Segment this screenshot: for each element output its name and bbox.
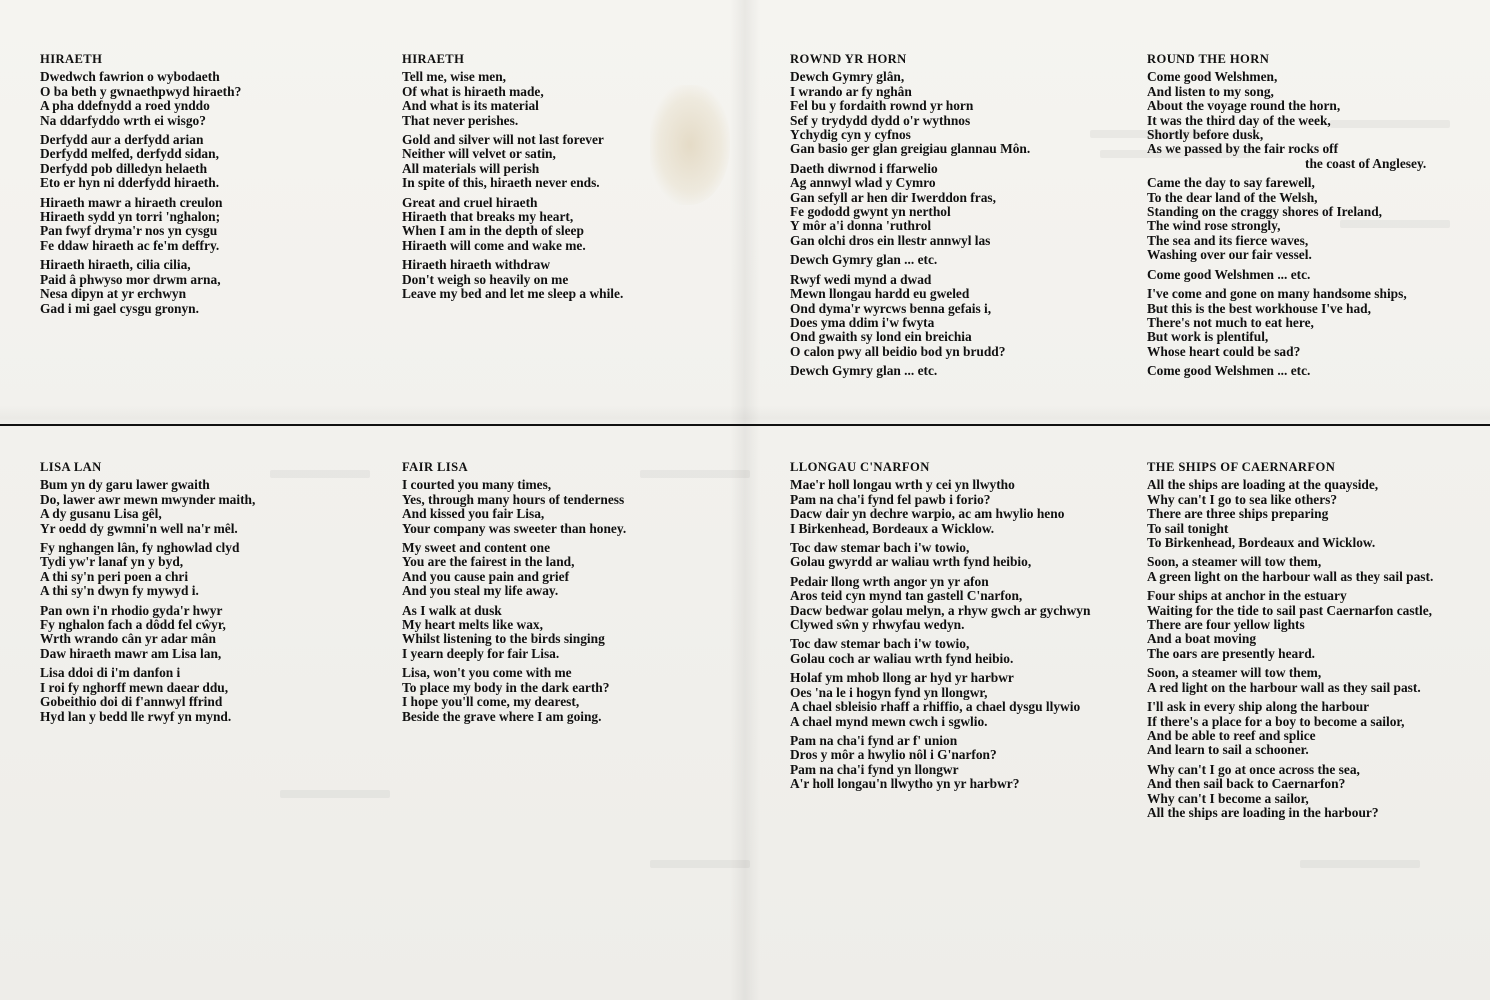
lyric-line: Mewn llongau hardd eu gweled xyxy=(790,286,970,302)
lyric-line: And learn to sail a schooner. xyxy=(1147,742,1309,758)
bleed-through-mark xyxy=(1300,860,1420,868)
song-llongau-cnarfon xyxy=(790,460,1140,797)
stanza xyxy=(402,541,722,599)
lyric-line: Standing on the craggy shores of Ireland, xyxy=(1147,204,1382,220)
lyric-line: Aros teid cyn mynd tan gastell C'narfon, xyxy=(790,588,1023,604)
lyric-line: A'r holl longau'n llwytho yn yr harbwr? xyxy=(790,776,1020,792)
lyric-line: I'll ask in every ship along the harbour xyxy=(1147,699,1370,715)
lyric-line: A chael mynd mewn cwch i sgwlio. xyxy=(790,713,988,729)
lyric-line: Derfydd pob dilledyn helaeth xyxy=(40,160,208,176)
lyric-line: And what is its material xyxy=(402,98,539,114)
song-lisa-lan xyxy=(40,460,360,729)
lyric-line: Leave my bed and let me sleep a while. xyxy=(402,286,624,302)
lyric-line: And you cause pain and grief xyxy=(402,568,570,584)
lyric-line: Ychydig cyn y cyfnos xyxy=(790,127,911,143)
lyric-line: Wrth wrando cân yr adar mân xyxy=(40,631,216,647)
lyric-line: A thi sy'n dwyn fy mywyd i. xyxy=(40,583,199,599)
lyric-line: Hiraeth will come and wake me. xyxy=(402,237,586,253)
lyric-line: There are three ships preparing xyxy=(1147,506,1329,522)
lyric-line: Hiraeth hiraeth withdraw xyxy=(402,257,551,273)
stanza xyxy=(790,575,1140,633)
lyric-line: Sef y trydydd dydd o'r wythnos xyxy=(790,112,971,128)
lyric-line: Nesa dipyn at yr erchwyn xyxy=(40,286,187,302)
lyric-line: A red light on the harbour wall as they sail past. xyxy=(1147,679,1421,695)
lyric-line: I Birkenhead, Bordeaux a Wicklow. xyxy=(790,520,995,536)
stanza xyxy=(1147,700,1477,758)
lyric-line: I yearn deeply for fair Lisa. xyxy=(402,645,560,661)
stanza xyxy=(790,541,1140,570)
stanza xyxy=(40,196,360,254)
lyric-line: Dros y môr a hwylio nôl i G'narfon? xyxy=(790,747,997,763)
song-title: THE SHIPS OF CAERNARFON xyxy=(1147,460,1336,474)
lyric-line: Fy nghangen lân, fy nghowlad clyd xyxy=(40,540,240,556)
stanza xyxy=(40,258,360,316)
song-title: LISA LAN xyxy=(40,460,102,474)
lyric-line: Ond gwaith sy lond ein breichia xyxy=(790,329,972,345)
lyric-line: Oes 'na le i hogyn fynd yn llongwr, xyxy=(790,684,988,700)
lyric-line: Great and cruel hiraeth xyxy=(402,194,538,210)
lyric-line: Yr oedd dy gwmni'n well na'r mêl. xyxy=(40,520,238,536)
song-round-the-horn xyxy=(1147,52,1477,384)
lyric-line: Hiraeth that breaks my heart, xyxy=(402,209,574,225)
lyric-line: Y môr a'i donna 'ruthrol xyxy=(790,218,932,234)
lyric-line: Gan olchi dros ein llestr annwyl las xyxy=(790,232,991,248)
stanza xyxy=(40,70,360,128)
lyric-line: Tell me, wise men, xyxy=(402,69,507,85)
lyric-line: Pam na cha'i fynd ar f' union xyxy=(790,732,958,748)
stanza xyxy=(402,666,722,724)
lyric-line: Golau gwyrdd ar waliau wrth fynd heibio, xyxy=(790,554,1032,570)
lyric-line: I've come and gone on many handsome ships, xyxy=(1147,286,1407,302)
lyric-line: My heart melts like wax, xyxy=(402,617,543,633)
song-title: FAIR LISA xyxy=(402,460,468,474)
song-ships-of-caernarfon xyxy=(1147,460,1477,825)
lyric-line: Clywed sŵn y rhwyfau wedyn. xyxy=(790,617,965,633)
stanza xyxy=(790,671,1140,729)
lyric-line: Do, lawer awr mewn mwynder maith, xyxy=(40,491,256,507)
lyric-line: Fy nghalon fach a dôdd fel cŵyr, xyxy=(40,617,226,633)
lyric-line: A pha ddefnydd a roed ynddo xyxy=(40,98,210,114)
lyric-line: Beside the grave where I am going. xyxy=(402,708,602,724)
lyric-line: As we passed by the fair rocks off xyxy=(1147,141,1339,157)
lyric-line: I courted you many times, xyxy=(402,477,552,493)
stanza xyxy=(790,478,1140,536)
lyric-line: And then sail back to Caernarfon? xyxy=(1147,776,1346,792)
lyric-line: And you steal my life away. xyxy=(402,583,559,599)
lyric-line: When I am in the depth of sleep xyxy=(402,223,584,239)
lyric-line: A dy gusanu Lisa gêl, xyxy=(40,506,162,522)
lyric-line: It was the third day of the week, xyxy=(1147,112,1331,128)
lyric-line: Washing over our fair vessel. xyxy=(1147,247,1312,263)
lyric-line: A chael sbleisio rhaff a rhiffio, a chael dysgu llywio xyxy=(790,699,1081,715)
lyric-line: Gan basio ger glan greigiau glannau Môn. xyxy=(790,141,1031,157)
lyric-line: Your company was sweeter than honey. xyxy=(402,520,627,536)
lyric-line: Fe gododd gwynt yn nerthol xyxy=(790,204,951,220)
lyric-line: You are the fairest in the land, xyxy=(402,554,575,570)
lyric-line: Dewch Gymry glan ... etc. xyxy=(790,363,938,379)
lyric-line: Gad i mi gael cysgu gronyn. xyxy=(40,300,199,316)
lyric-line: Tydi yw'r lanaf yn y byd, xyxy=(40,554,184,570)
stanza xyxy=(40,133,360,191)
lyric-line: Lisa, won't you come with me xyxy=(402,665,572,681)
stanza xyxy=(790,734,1140,792)
lyric-line: Of what is hiraeth made, xyxy=(402,83,544,99)
stanza xyxy=(790,637,1140,666)
lyric-line: All materials will perish xyxy=(402,160,540,176)
lyric-line: Gold and silver will not last forever xyxy=(402,132,604,148)
lyric-line: And be able to reef and splice xyxy=(1147,727,1316,743)
lyric-line: Hiraeth sydd yn torri 'nghalon; xyxy=(40,209,221,225)
lyric-line: Whose heart could be sad? xyxy=(1147,343,1301,359)
lyric-line: Ag annwyl wlad y Cymro xyxy=(790,175,936,191)
lyric-line: Don't weigh so heavily on me xyxy=(402,271,569,287)
lyric-line: O ba beth y gwnaethpwyd hiraeth? xyxy=(40,83,242,99)
song-rownd-yr-horn xyxy=(790,52,1130,384)
lyric-line: Dacw dair yn dechre warpio, ac am hwylio heno xyxy=(790,506,1065,522)
lyric-line: In spite of this, hiraeth never ends. xyxy=(402,175,600,191)
lyric-line: Rwyf wedi mynd a dwad xyxy=(790,271,932,287)
stanza xyxy=(402,258,722,301)
song-title: HIRAETH xyxy=(402,52,465,66)
stanza xyxy=(40,478,360,536)
lyric-line: Come good Welshmen ... etc. xyxy=(1147,266,1311,282)
lyric-line: Golau coch ar waliau wrth fynd heibio. xyxy=(790,650,1014,666)
stanza xyxy=(790,162,1130,248)
lyric-line: Soon, a steamer will tow them, xyxy=(1147,554,1322,570)
lyric-line: Mae'r holl longau wrth y cei yn llwytho xyxy=(790,477,1015,493)
stanza xyxy=(1147,763,1477,821)
song-fair-lisa xyxy=(402,460,722,729)
stanza xyxy=(1147,268,1477,282)
lyric-line: Does yma ddim i'w fwyta xyxy=(790,314,935,330)
stanza xyxy=(402,70,722,128)
lyric-line: The oars are presently heard. xyxy=(1147,645,1315,661)
lyric-line: Hyd lan y bedd lle rwyf yn mynd. xyxy=(40,708,232,724)
lyric-line: Why can't I go at once across the sea, xyxy=(1147,761,1360,777)
song-title: LLONGAU C'NARFON xyxy=(790,460,930,474)
lyric-line: Dewch Gymry glan ... etc. xyxy=(790,252,938,268)
stanza xyxy=(1147,70,1477,171)
lyric-line: Daw hiraeth mawr am Lisa lan, xyxy=(40,645,222,661)
stanza xyxy=(402,478,722,536)
lyric-line: But this is the best workhouse I've had, xyxy=(1147,300,1371,316)
stanza xyxy=(40,541,360,599)
bleed-through-mark xyxy=(650,860,750,868)
lyric-line: Bum yn dy garu lawer gwaith xyxy=(40,477,210,493)
lyric-line: Lisa ddoi di i'm danfon i xyxy=(40,665,181,681)
lyric-line: Waiting for the tide to sail past Caernarfon castle, xyxy=(1147,602,1433,618)
song-hiraeth-english xyxy=(402,52,722,307)
lyric-line: Daeth diwrnod i ffarwelio xyxy=(790,160,938,176)
bleed-through-mark xyxy=(280,790,390,798)
lyric-line: Fel bu y fordaith rownd yr horn xyxy=(790,98,974,114)
lyric-line: Pedair llong wrth angor yn yr afon xyxy=(790,573,989,589)
song-title: ROWND YR HORN xyxy=(790,52,907,66)
lyric-line: Paid â phwyso mor drwm arna, xyxy=(40,271,221,287)
stanza xyxy=(402,196,722,254)
stanza xyxy=(402,133,722,191)
lyric-line: Toc daw stemar bach i'w towio, xyxy=(790,540,970,556)
lyric-line: There's not much to eat here, xyxy=(1147,314,1314,330)
stanza xyxy=(1147,666,1477,695)
lyric-line: O calon pwy all beidio bod yn brudd? xyxy=(790,343,1006,359)
song-title: ROUND THE HORN xyxy=(1147,52,1270,66)
lyric-line: But work is plentiful, xyxy=(1147,329,1269,345)
lyric-line: And listen to my song, xyxy=(1147,83,1274,99)
stanza xyxy=(790,273,1130,359)
lyric-line: Pan own i'n rhodio gyda'r hwyr xyxy=(40,602,223,618)
lyric-line: I wrando ar fy nghân xyxy=(790,83,912,99)
lyric-line: Why can't I become a sailor, xyxy=(1147,790,1309,806)
lyric-line: Hiraeth hiraeth, cilia cilia, xyxy=(40,257,191,273)
lyric-line: To place my body in the dark earth? xyxy=(402,679,610,695)
lyric-line: Hiraeth mawr a hiraeth creulon xyxy=(40,194,223,210)
lyric-line: Na ddarfyddo wrth ei wisgo? xyxy=(40,112,206,128)
lyric-line: A thi sy'n peri poen a chri xyxy=(40,568,189,584)
stanza xyxy=(40,666,360,724)
lyric-line: And kissed you fair Lisa, xyxy=(402,506,545,522)
lyric-line: Pan fwyf dryma'r nos yn cysgu xyxy=(40,223,218,239)
lyric-line: Come good Welshmen, xyxy=(1147,69,1278,85)
lyric-line: The wind rose strongly, xyxy=(1147,218,1281,234)
lyric-line: Derfydd aur a derfydd arian xyxy=(40,132,204,148)
lyric-line: Why can't I go to sea like others? xyxy=(1147,491,1338,507)
stanza xyxy=(1147,176,1477,262)
lyric-line: Fe ddaw hiraeth ac fe'm deffry. xyxy=(40,237,220,253)
lyric-line: Neither will velvet or satin, xyxy=(402,146,556,162)
lyric-line: Dewch Gymry glân, xyxy=(790,69,905,85)
lyric-line: As I walk at dusk xyxy=(402,602,502,618)
lyric-line: Whilst listening to the birds singing xyxy=(402,631,605,647)
stanza xyxy=(1147,287,1477,359)
lyric-line: There are four yellow lights xyxy=(1147,617,1305,633)
lyric-line: Gan sefyll ar hen dir Iwerddon fras, xyxy=(790,189,996,205)
lyric-line: Toc daw stemar bach i'w towio, xyxy=(790,636,970,652)
lyric-line: The sea and its fierce waves, xyxy=(1147,232,1309,248)
lyric-line: I roi fy nghorff mewn daear ddu, xyxy=(40,679,229,695)
song-hiraeth-welsh xyxy=(40,52,360,321)
lyric-line: All the ships are loading at the quayside, xyxy=(1147,477,1379,493)
lyric-line: If there's a place for a boy to become a sailor, xyxy=(1147,713,1405,729)
lyric-line: That never perishes. xyxy=(402,112,519,128)
stanza xyxy=(1147,589,1477,661)
stanza xyxy=(790,253,1130,267)
section-divider xyxy=(0,424,1490,426)
lyric-line: I hope you'll come, my dearest, xyxy=(402,694,580,710)
lyric-line: My sweet and content one xyxy=(402,540,551,556)
lyric-line: To sail tonight xyxy=(1147,520,1229,536)
lyric-line: Soon, a steamer will tow them, xyxy=(1147,665,1322,681)
stanza xyxy=(40,604,360,662)
lyric-line: All the ships are loading in the harbour? xyxy=(1147,804,1379,820)
stanza xyxy=(1147,364,1477,378)
lyric-line: Dacw bedwar golau melyn, a rhyw gwch ar gychwyn xyxy=(790,602,1091,618)
lyric-line: Gobeithio doi di f'annwyl ffrind xyxy=(40,694,223,710)
lyric-line: Shortly before dusk, xyxy=(1147,127,1264,143)
lyric-line: Pam na cha'i fynd yn llongwr xyxy=(790,761,959,777)
lyric-line: Yes, through many hours of tenderness xyxy=(402,491,625,507)
song-title: HIRAETH xyxy=(40,52,103,66)
lyric-line: Ond dyma'r wyrcws benna gefais i, xyxy=(790,300,992,316)
lyric-line: Four ships at anchor in the estuary xyxy=(1147,588,1347,604)
lyric-line: To the dear land of the Welsh, xyxy=(1147,189,1318,205)
stanza xyxy=(1147,478,1477,550)
lyric-line: About the voyage round the horn, xyxy=(1147,98,1341,114)
lyric-line: A green light on the harbour wall as they sail past. xyxy=(1147,568,1434,584)
lyric-line: To Birkenhead, Bordeaux and Wicklow. xyxy=(1147,535,1376,551)
lyric-line: Dwedwch fawrion o wybodaeth xyxy=(40,69,220,85)
lyric-line: Came the day to say farewell, xyxy=(1147,175,1315,191)
lyric-line: Holaf ym mhob llong ar hyd yr harbwr xyxy=(790,670,1014,686)
lyric-line: And a boat moving xyxy=(1147,631,1257,647)
stanza xyxy=(402,604,722,662)
lyric-line: the coast of Anglesey. xyxy=(1305,155,1427,171)
lyric-line: Derfydd melfed, derfydd sidan, xyxy=(40,146,219,162)
lyric-line: Eto er hyn ni dderfydd hiraeth. xyxy=(40,175,220,191)
stanza xyxy=(790,364,1130,378)
stanza xyxy=(790,70,1130,156)
lyric-line: Come good Welshmen ... etc. xyxy=(1147,363,1311,379)
stanza xyxy=(1147,555,1477,584)
lyric-line: Pam na cha'i fynd fel pawb i forio? xyxy=(790,491,991,507)
